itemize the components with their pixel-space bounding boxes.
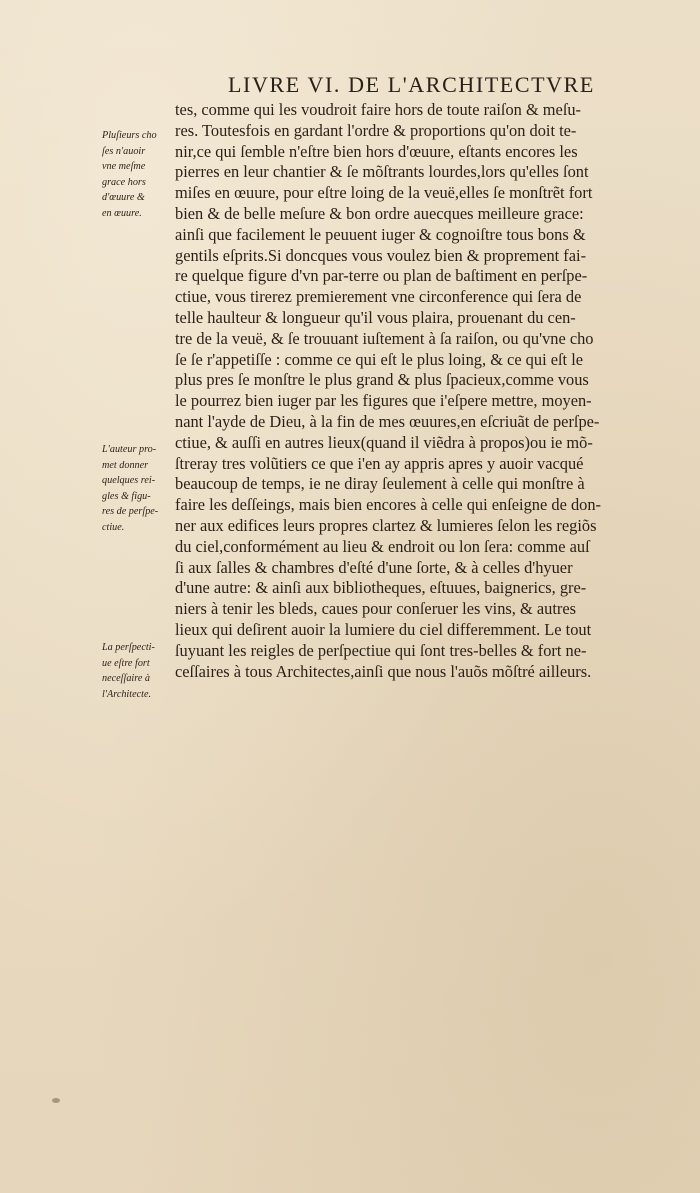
body-line: beaucoup de temps, ie ne diray ſeulement à celle qui monſtre à: [175, 474, 585, 494]
body-line: le pourrez bien iuger par les figures que i'eſpere mettre, moyen-: [175, 391, 592, 411]
body-line: tre de la veuë, & ſe trouuant iuſtement à ſa raiſon, ou qu'vne cho: [175, 328, 594, 348]
body-line: res. Toutesfois en gardant l'ordre & proportions qu'on doit te-: [175, 120, 577, 140]
margin-note-line: ue eſtre fort: [102, 657, 150, 669]
margin-note-3: [102, 640, 178, 702]
margin-note-line: Pluſieurs cho: [102, 130, 157, 141]
margin-note-line: ſes n'auoir: [102, 145, 146, 157]
running-head: LIVRE VI. DE L'ARCHITECTVRE: [228, 72, 595, 97]
body-line: ſi aux ſalles & chambres d'eſté d'une ſorte, & à celles d'hyuer: [175, 557, 573, 577]
body-line: re quelque figure d'vn par-terre ou plan de baſtiment en perſpe-: [175, 266, 588, 286]
body-line: telle haulteur & longueur qu'il vous plaira, prouenant du cen-: [175, 307, 576, 327]
body-line: ctiue, & auſſi en autres lieux(quand il viẽdra à propos)ou ie mõ-: [175, 432, 593, 452]
body-line: miſes en œuure, pour eſtre loing de la veuë,elles ſe monſtrẽt fort: [175, 183, 593, 203]
body-line: lieux qui deſirent auoir la lumiere du ciel differemment. Le tout: [175, 619, 592, 639]
margin-note-line: grace hors: [102, 176, 146, 188]
body-line: ainſi que facilement le peuuent iuger & cognoiſtre tous bons &: [175, 224, 586, 244]
body-line: ſtreray tres volũtiers ce que i'en ay appris apres y auoir vacqué: [175, 453, 584, 473]
body-text: [175, 100, 657, 682]
body-line: ſe ſe r'appetiſſe : comme ce qui eſt le plus loing, & ce qui eſt le: [175, 349, 584, 369]
body-line: ctiue, vous tirerez premierement vne circonference qui ſera de: [175, 287, 582, 307]
body-line: ner aux edifices leurs propres clartez & lumieres ſelon les regiõs: [175, 515, 597, 535]
body-line: ceſſaires à tous Architectes,ainſi que nous l'auõs mõſtré ailleurs.: [175, 661, 592, 681]
margin-note-line: La perſpecti-: [102, 642, 155, 653]
body-line: bien & de belle meſure & bon ordre auecques meilleure grace:: [175, 203, 584, 223]
body-line: ſuyuant les reigles de perſpectiue qui ſont tres-belles & fort ne-: [175, 640, 587, 660]
margin-note-line: met donner: [102, 459, 149, 471]
margin-note-line: l'Architecte.: [102, 688, 152, 700]
margin-note-line: d'œuure &: [102, 192, 145, 204]
margin-note-line: neceſſaire à: [102, 673, 150, 685]
body-line: faire les deſſeings, mais bien encores à celle qui enſeigne de don-: [175, 495, 601, 515]
body-line: nir,ce qui ſemble n'eſtre bien hors d'œuure, eſtants encores les: [175, 141, 578, 161]
body-line: tes, comme qui les voudroit faire hors de toute raiſon & meſu-: [175, 100, 582, 119]
margin-note-line: L'auteur pro-: [102, 444, 157, 455]
margin-note-line: ctiue.: [102, 521, 125, 533]
body-line: plus pres ſe monſtre le plus grand & plus ſpacieux,comme vous: [175, 370, 589, 390]
margin-note-2: [102, 442, 178, 536]
body-line: pierres en leur chantier & ſe mõſtrants lourdes,lors qu'elles ſont: [175, 162, 589, 182]
body-line: nant l'ayde de Dieu, à la fin de mes œuures,en eſcriuãt de perſpe-: [175, 411, 600, 431]
margin-note-line: res de perſpe-: [102, 506, 159, 518]
margin-notes: [0, 0, 178, 800]
margin-note-line: gles & figu-: [102, 490, 151, 502]
margin-note-1: [102, 128, 178, 222]
body-line: du ciel,conformément au lieu & endroit ou lon ſera: comme auſ: [175, 536, 590, 556]
ink-stain: [52, 1098, 60, 1103]
margin-note-line: vne meſme: [102, 161, 146, 173]
margin-note-line: quelques rei-: [102, 475, 156, 487]
margin-note-line: en œuure.: [102, 207, 142, 219]
body-line: niers à tenir les bleds, caues pour conſeruer les vins, & autres: [175, 599, 576, 619]
body-line: gentils eſprits.Si doncques vous voulez bien & proprement fai-: [175, 245, 587, 265]
body-line: d'une autre: & ainſi aux bibliotheques, eſtuues, baignerics, gre-: [175, 578, 587, 598]
